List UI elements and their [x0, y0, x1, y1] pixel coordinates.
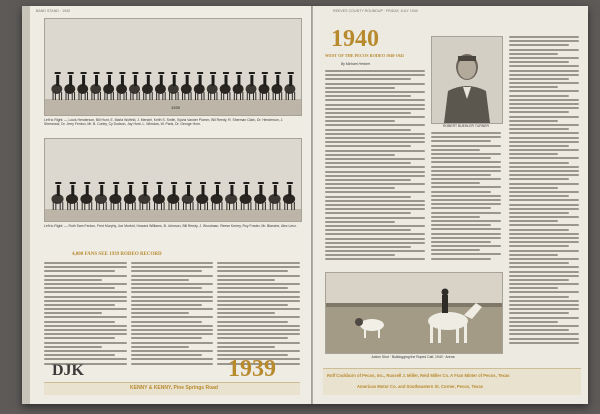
text-line	[131, 316, 214, 318]
text-line	[509, 283, 579, 285]
text-line	[131, 275, 214, 277]
right-column-1	[325, 70, 425, 270]
right-page	[313, 6, 588, 404]
middle-photo-caption: Left to Right: — Ruth Sam Fenton, Fred Murphy, Joe Morbid, Howard Williams, B. Johnson, Bill Reedy, J. Woodman, Reese Kerrey, Roy Fowler, Mr. Blanche, Alex Lenz.	[44, 224, 297, 228]
text-line	[44, 296, 127, 298]
text-line	[431, 245, 501, 247]
text-line	[509, 204, 579, 206]
text-line	[325, 179, 411, 181]
right-footer-line-2: American Motor Co. and Southeastern St. Corner, Pecos, Texas	[357, 384, 484, 389]
left-page	[30, 6, 313, 404]
riders-silhouettes-middle	[45, 139, 301, 221]
text-line	[509, 325, 579, 327]
text-line	[325, 137, 425, 139]
text-line	[325, 112, 411, 114]
text-line	[509, 86, 558, 88]
text-line	[509, 224, 579, 226]
text-line	[509, 44, 569, 46]
text-line	[325, 191, 425, 193]
text-line	[509, 333, 579, 335]
text-line	[509, 275, 579, 277]
text-line	[325, 74, 425, 76]
text-line	[431, 136, 501, 138]
text-line	[509, 74, 579, 76]
text-line	[509, 40, 579, 42]
text-line	[509, 90, 579, 92]
text-line	[217, 346, 275, 348]
text-line	[431, 174, 491, 176]
text-line	[431, 253, 501, 255]
text-line	[131, 287, 202, 289]
right-article-column-c	[509, 36, 579, 356]
text-line	[325, 246, 411, 248]
text-line	[217, 333, 300, 335]
text-line	[131, 270, 202, 272]
text-line	[509, 78, 569, 80]
text-line	[431, 258, 491, 260]
text-line	[44, 266, 127, 268]
text-line	[131, 329, 214, 331]
text-line	[509, 103, 579, 105]
text-line	[431, 207, 491, 209]
text-line	[131, 291, 214, 293]
text-line	[431, 216, 480, 218]
text-line	[509, 308, 579, 310]
text-line	[325, 150, 425, 152]
text-line	[131, 346, 189, 348]
riders-silhouettes-top	[45, 19, 301, 115]
text-line	[509, 287, 558, 289]
text-line	[131, 325, 214, 327]
text-line	[431, 220, 501, 222]
text-line	[509, 241, 579, 243]
text-line	[217, 342, 300, 344]
text-line	[509, 245, 569, 247]
middle-group-photo	[44, 138, 302, 222]
text-line	[509, 304, 579, 306]
text-line	[509, 237, 579, 239]
text-line	[217, 266, 300, 268]
text-line	[44, 358, 127, 360]
text-line	[44, 321, 115, 323]
text-line	[509, 220, 558, 222]
text-line	[509, 338, 579, 340]
text-line	[325, 129, 411, 131]
text-line	[131, 342, 214, 344]
text-line	[431, 140, 491, 142]
text-line	[44, 346, 102, 348]
text-line	[325, 70, 425, 72]
text-line	[325, 258, 425, 260]
text-line	[217, 308, 300, 310]
text-line	[44, 270, 115, 272]
text-line	[509, 107, 579, 109]
text-line	[509, 191, 579, 193]
text-line	[509, 250, 579, 252]
text-line	[131, 262, 214, 264]
text-line	[509, 95, 569, 97]
text-line	[44, 312, 102, 314]
text-line	[431, 157, 491, 159]
text-line	[325, 200, 425, 202]
top-group-photo	[44, 18, 302, 116]
text-line	[217, 270, 288, 272]
text-line	[431, 195, 501, 197]
text-line	[509, 132, 579, 134]
text-line	[325, 225, 425, 227]
text-line	[325, 187, 395, 189]
portrait-figure	[432, 37, 502, 123]
text-line	[44, 337, 115, 339]
text-line	[509, 195, 569, 197]
text-line	[325, 133, 425, 135]
text-line	[131, 350, 214, 352]
text-line	[509, 233, 579, 235]
text-line	[325, 99, 425, 101]
left-year-1939: 1939	[228, 356, 276, 382]
djk-logo: DJK	[52, 362, 84, 379]
text-line	[325, 175, 425, 177]
text-line	[217, 300, 300, 302]
text-line	[131, 333, 214, 335]
text-line	[509, 312, 569, 314]
text-line	[44, 287, 115, 289]
text-line	[325, 141, 425, 143]
text-line	[509, 128, 569, 130]
text-line	[325, 154, 395, 156]
portrait-caption: ROBERT BUEHLER TURNER	[443, 124, 489, 128]
text-line	[44, 304, 115, 306]
text-line	[325, 108, 425, 110]
right-article-column-a	[325, 70, 425, 270]
text-line	[131, 304, 202, 306]
text-line	[325, 238, 425, 240]
top-photo-caption: Left to Right: — Louis Henderson, Bill Hunt, E. Marla Wolfeld, J. Mendel, Keith S. Smith, Sylvia Vander Plumm, Bill Reedy, R. Sherman Clark, Dr. Henderson, J. Sherwood, Dr. Jerry Fenton, Mr. B. Corley, Cy Dodson, Jay Hunt, L. Winslow, W. Paris, Dr. George Horn.	[44, 118, 284, 126]
text-line	[509, 183, 579, 185]
text-line	[325, 229, 411, 231]
text-line	[217, 325, 300, 327]
text-line	[509, 124, 579, 126]
text-line	[325, 116, 425, 118]
text-line	[44, 333, 127, 335]
text-line	[509, 53, 558, 55]
text-line	[509, 300, 579, 302]
left-footer-credit: KENNY & KENNY, Pine Springs Road	[130, 385, 218, 391]
text-line	[509, 82, 579, 84]
text-line	[325, 162, 411, 164]
text-line	[325, 204, 425, 206]
text-line	[217, 287, 288, 289]
text-line	[325, 233, 425, 235]
text-line	[509, 137, 579, 139]
magazine-spread	[22, 6, 588, 404]
text-line	[217, 296, 300, 298]
text-line	[325, 124, 425, 126]
text-line	[509, 166, 579, 168]
text-line	[431, 249, 480, 251]
text-line	[509, 187, 558, 189]
text-line	[509, 329, 569, 331]
horse-and-calf-scene	[326, 273, 502, 353]
right-column-3	[509, 36, 579, 356]
text-line	[431, 212, 501, 214]
text-line	[44, 329, 127, 331]
text-line	[431, 153, 501, 155]
text-line	[44, 283, 127, 285]
text-line	[325, 254, 395, 256]
text-line	[431, 199, 501, 201]
text-line	[131, 266, 214, 268]
text-line	[431, 241, 491, 243]
text-line	[431, 166, 501, 168]
left-column-2	[131, 262, 214, 372]
text-line	[44, 316, 127, 318]
text-line	[509, 271, 579, 273]
text-line	[509, 279, 569, 281]
text-line	[431, 149, 480, 151]
top-photo-year: 1939	[171, 105, 180, 110]
action-photo-caption: Action Shot · Bulldogging the Roped Calf, 1940 · Arena	[371, 355, 455, 359]
text-line	[509, 36, 579, 38]
text-line	[44, 350, 127, 352]
text-line	[431, 182, 480, 184]
text-line	[131, 363, 214, 365]
left-article-headline: 4,000 FANS SEE 1939 RODEO RECORD	[72, 252, 162, 257]
text-line	[431, 191, 491, 193]
text-line	[509, 342, 579, 344]
text-line	[217, 291, 300, 293]
text-line	[325, 145, 411, 147]
text-line	[44, 291, 127, 293]
text-line	[217, 283, 300, 285]
text-line	[509, 212, 569, 214]
text-line	[509, 296, 569, 298]
text-line	[431, 186, 501, 188]
left-column-1	[44, 262, 127, 372]
text-line	[217, 312, 275, 314]
text-line	[509, 208, 579, 210]
text-line	[325, 217, 425, 219]
text-line	[431, 178, 501, 180]
text-line	[509, 162, 569, 164]
text-line	[44, 279, 102, 281]
text-line	[509, 317, 579, 319]
text-line	[431, 224, 491, 226]
text-line	[325, 95, 411, 97]
text-line	[509, 254, 558, 256]
text-line	[509, 57, 579, 59]
text-line	[509, 216, 579, 218]
text-line	[325, 250, 425, 252]
text-line	[509, 65, 579, 67]
text-line	[44, 354, 115, 356]
text-line	[44, 342, 127, 344]
text-line	[509, 70, 579, 72]
text-line	[217, 329, 300, 331]
text-line	[217, 262, 300, 264]
text-line	[131, 358, 214, 360]
text-line	[44, 308, 127, 310]
text-line	[325, 221, 395, 223]
text-line	[509, 149, 579, 151]
text-line	[217, 350, 300, 352]
text-line	[509, 178, 569, 180]
text-line	[509, 291, 579, 293]
rodeo-action-photo	[325, 272, 503, 354]
text-line	[217, 304, 288, 306]
text-line	[325, 166, 425, 168]
text-line	[131, 296, 214, 298]
text-line	[509, 262, 569, 264]
text-line	[131, 354, 202, 356]
text-line	[325, 87, 395, 89]
text-line	[325, 171, 425, 173]
text-line	[325, 183, 425, 185]
text-line	[217, 316, 300, 318]
text-line	[131, 279, 189, 281]
text-line	[509, 199, 579, 201]
text-line	[509, 116, 579, 118]
text-line	[325, 120, 395, 122]
text-line	[131, 308, 214, 310]
text-line	[131, 312, 189, 314]
text-line	[431, 233, 501, 235]
text-line	[325, 208, 425, 210]
text-line	[509, 321, 558, 323]
text-line	[509, 157, 579, 159]
right-byline: By Michael Herbert	[341, 62, 370, 66]
right-year-1940: 1940	[331, 26, 379, 52]
text-line	[325, 212, 411, 214]
text-line	[44, 325, 127, 327]
right-article-column-b	[431, 132, 501, 270]
text-line	[431, 145, 501, 147]
text-line	[509, 111, 569, 113]
text-line	[431, 228, 501, 230]
text-line	[509, 145, 569, 147]
text-line	[509, 120, 558, 122]
text-line	[509, 170, 579, 172]
text-line	[217, 275, 300, 277]
right-column-2	[431, 132, 501, 270]
text-line	[131, 321, 202, 323]
text-line	[325, 242, 425, 244]
text-line	[431, 237, 501, 239]
text-line	[44, 300, 127, 302]
text-line	[431, 132, 501, 134]
left-running-head: BAND STAND · 1940	[36, 9, 71, 13]
text-line	[217, 337, 288, 339]
text-line	[431, 161, 501, 163]
text-line	[131, 337, 202, 339]
text-line	[325, 196, 411, 198]
text-line	[509, 99, 579, 101]
text-line	[325, 78, 411, 80]
text-line	[431, 203, 501, 205]
text-line	[431, 170, 501, 172]
text-line	[131, 283, 214, 285]
text-line	[325, 83, 425, 85]
portrait-photo	[431, 36, 503, 124]
text-line	[509, 258, 579, 260]
text-line	[509, 229, 569, 231]
text-line	[325, 91, 425, 93]
text-line	[44, 262, 127, 264]
text-line	[509, 174, 579, 176]
text-line	[509, 153, 558, 155]
right-subheading: WEST OF THE PECOS RODEO 1940-1941	[325, 53, 405, 58]
text-line	[131, 300, 214, 302]
text-line	[217, 321, 288, 323]
text-line	[509, 61, 569, 63]
text-line	[325, 158, 425, 160]
text-line	[509, 49, 579, 51]
right-running-head: REEVES COUNTY ROUNDUP · FRIDAY, JULY 1940	[333, 9, 418, 13]
text-line	[509, 266, 579, 268]
text-line	[509, 141, 579, 143]
right-footer-line-1: Rolf Cockburn of Pecos, Inc., Russell J. Miller, Reid Miller Co. A Fran Minter of Pecos, Texas	[327, 373, 510, 378]
text-line	[325, 104, 425, 106]
text-line	[44, 275, 127, 277]
text-line	[217, 279, 275, 281]
